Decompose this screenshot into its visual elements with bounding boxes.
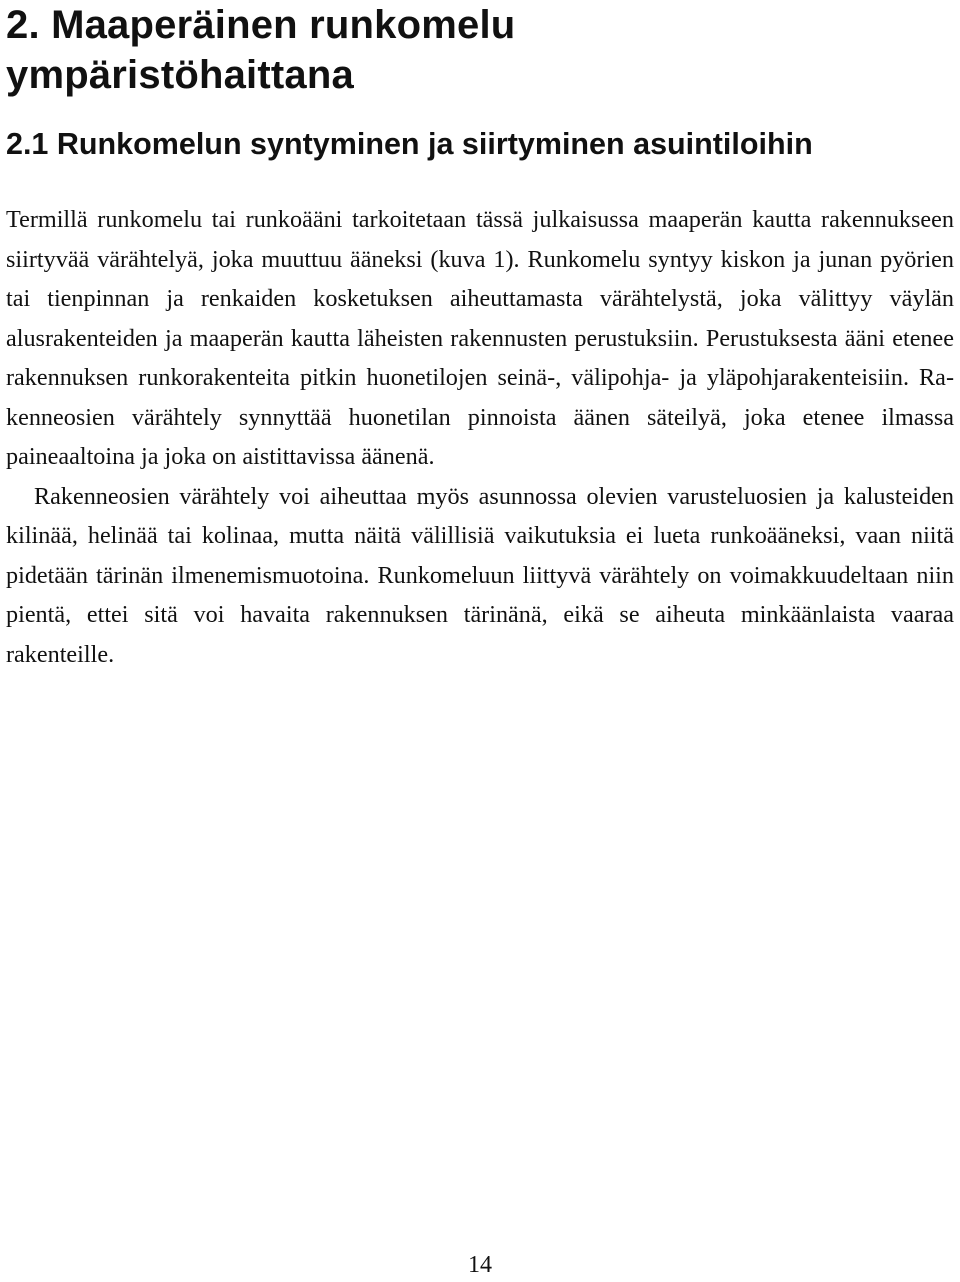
paragraph-2: Rakenneosien värähtely voi aiheuttaa myös asunnossa olevien varusteluosien ja kalusteiden kilinää, helinää tai kolinaa, mutta näitä välillisiä vaikutuksia ei lueta runkoääneksi, vaan niitä pidetään tärinän ilmenemismuotoina. Runkomeluun liittyvä värähtely on voimakkuudeltaan niin pientä, ettei sitä voi havaita rakennuksen tärinänä, eikä se aiheuta minkäänlaista vaaraa rakenteille. — [6, 482, 954, 668]
paragraph-1: Termillä runkomelu tai runkoääni tarkoitetaan tässä julkaisussa maaperän kautta rakennukseen siirtyvää värähtelyä, joka muuttuu ääneksi (kuva 1). Runkomelu syntyy kiskon ja junan pyörien tai tienpinnan ja renkaiden kosketuksen aiheuttamasta värähtelystä, joka välittyy väylän alusrakenteiden ja maaperän kautta läheisten rakennusten perustuksiin. Perustuksesta ääni etenee rakennuksen runkorakenteita pitkin huonetilojen seinä-, välipohja- ja yläpohjarakenteisiin. Rakenneosien värähtely synnyttää huonetilan pinnoista äänen säteilyä, joka etenee ilmassa paineaaltoina ja joka on aistittavissa äänenä. — [6, 206, 954, 470]
chapter-title-line-1: 2. Maaperäinen runkomelu — [6, 3, 516, 47]
body-text — [6, 200, 954, 674]
chapter-title-line-2: ympäristöhaittana — [6, 53, 354, 97]
page-number: 14 — [468, 1252, 492, 1278]
section-title: 2.1 Runkomelun syntyminen ja siirtyminen asuintiloihin — [6, 127, 813, 161]
chapter-title — [6, 0, 946, 100]
